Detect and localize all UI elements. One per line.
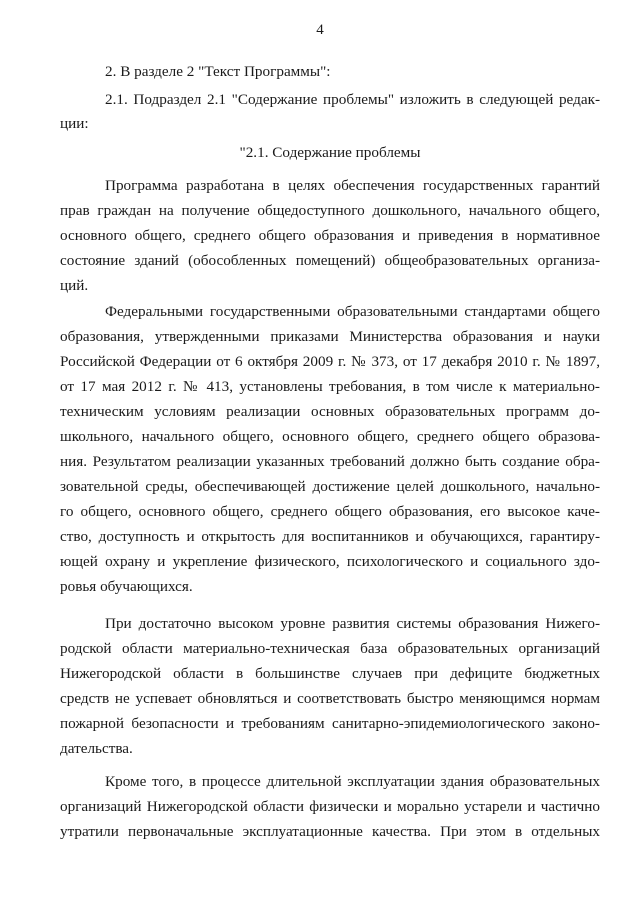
paragraph-1-line: состояние зданий (обособленных помещений) общеобразовательных организа- — [60, 252, 600, 269]
item-2-1-line-1: 2.1. Подраздел 2.1 "Содержание проблемы" изложить в следующей редак- — [105, 91, 600, 108]
paragraph-4-line: утратили первоначальные эксплуатационные качества. При этом в отдельных — [60, 823, 600, 840]
paragraph-2-line: ство, доступность и открытость для воспитанников и обучающихся, гарантиру- — [60, 528, 600, 545]
paragraph-1-line: прав граждан на получение общедоступного дошкольного, начального общего, — [60, 202, 600, 219]
paragraph-2-line: ровья обучающихся. — [60, 578, 193, 595]
paragraph-3-line: средств не успевает обновляться и соответствовать быстро меняющимся нормам — [60, 690, 600, 707]
section-heading: "2.1. Содержание проблемы — [239, 144, 421, 161]
paragraph-2-line: го общего, основного общего, среднего общего образования, его высокое каче- — [60, 503, 600, 520]
paragraph-4-line: организаций Нижегородской области физически и морально устарели и частично — [60, 798, 600, 815]
paragraph-3-line: При достаточно высоком уровне развития системы образования Нижего- — [105, 615, 600, 632]
paragraph-2-line: ния. Результатом реализации указанных требований должно быть создание обра- — [60, 453, 600, 470]
paragraph-2-line: ющей охрану и укрепление физического, психологического и социального здо- — [60, 553, 600, 570]
paragraph-1-line: основного общего, среднего общего образования и приведения в нормативное — [60, 227, 600, 244]
paragraph-3-line: дательства. — [60, 740, 133, 757]
paragraph-1-line: ций. — [60, 277, 89, 294]
paragraph-2-line: от 17 мая 2012 г. № 413, установлены требования, в том числе к материально- — [60, 378, 600, 395]
paragraph-2-line: школьного, начального общего, основного общего, среднего общего образова- — [60, 428, 600, 445]
item-2-text: 2. В разделе 2 "Текст Программы": — [105, 63, 331, 80]
paragraph-3-line: Нижегородской области в большинстве случаев при дефиците бюджетных — [60, 665, 600, 682]
paragraph-2-line: Федеральными государственными образовательными стандартами общего — [105, 303, 600, 320]
item-2-1-line-2: ции: — [60, 115, 89, 132]
paragraph-2-line: зовательной среды, обеспечивающей достижение целей дошкольного, начально- — [60, 478, 600, 495]
paragraph-4-line: Кроме того, в процессе длительной эксплуатации здания образовательных — [105, 773, 600, 790]
paragraph-1-line: Программа разработана в целях обеспечения государственных гарантий — [105, 177, 600, 194]
paragraph-3-line: родской области материально-техническая база образовательных организаций — [60, 640, 600, 657]
paragraph-2-line: Российской Федерации от 6 октября 2009 г. № 373, от 17 декабря 2010 г. № 1897, — [60, 353, 600, 370]
paragraph-3-line: пожарной безопасности и требованиям санитарно-эпидемиологического законо- — [60, 715, 600, 732]
page-number: 4 — [316, 22, 324, 38]
paragraph-2-line: техническим условиям реализации основных образовательных программ до- — [60, 403, 600, 420]
paragraph-2-line: образования, утвержденными приказами Министерства образования и науки — [60, 328, 600, 345]
